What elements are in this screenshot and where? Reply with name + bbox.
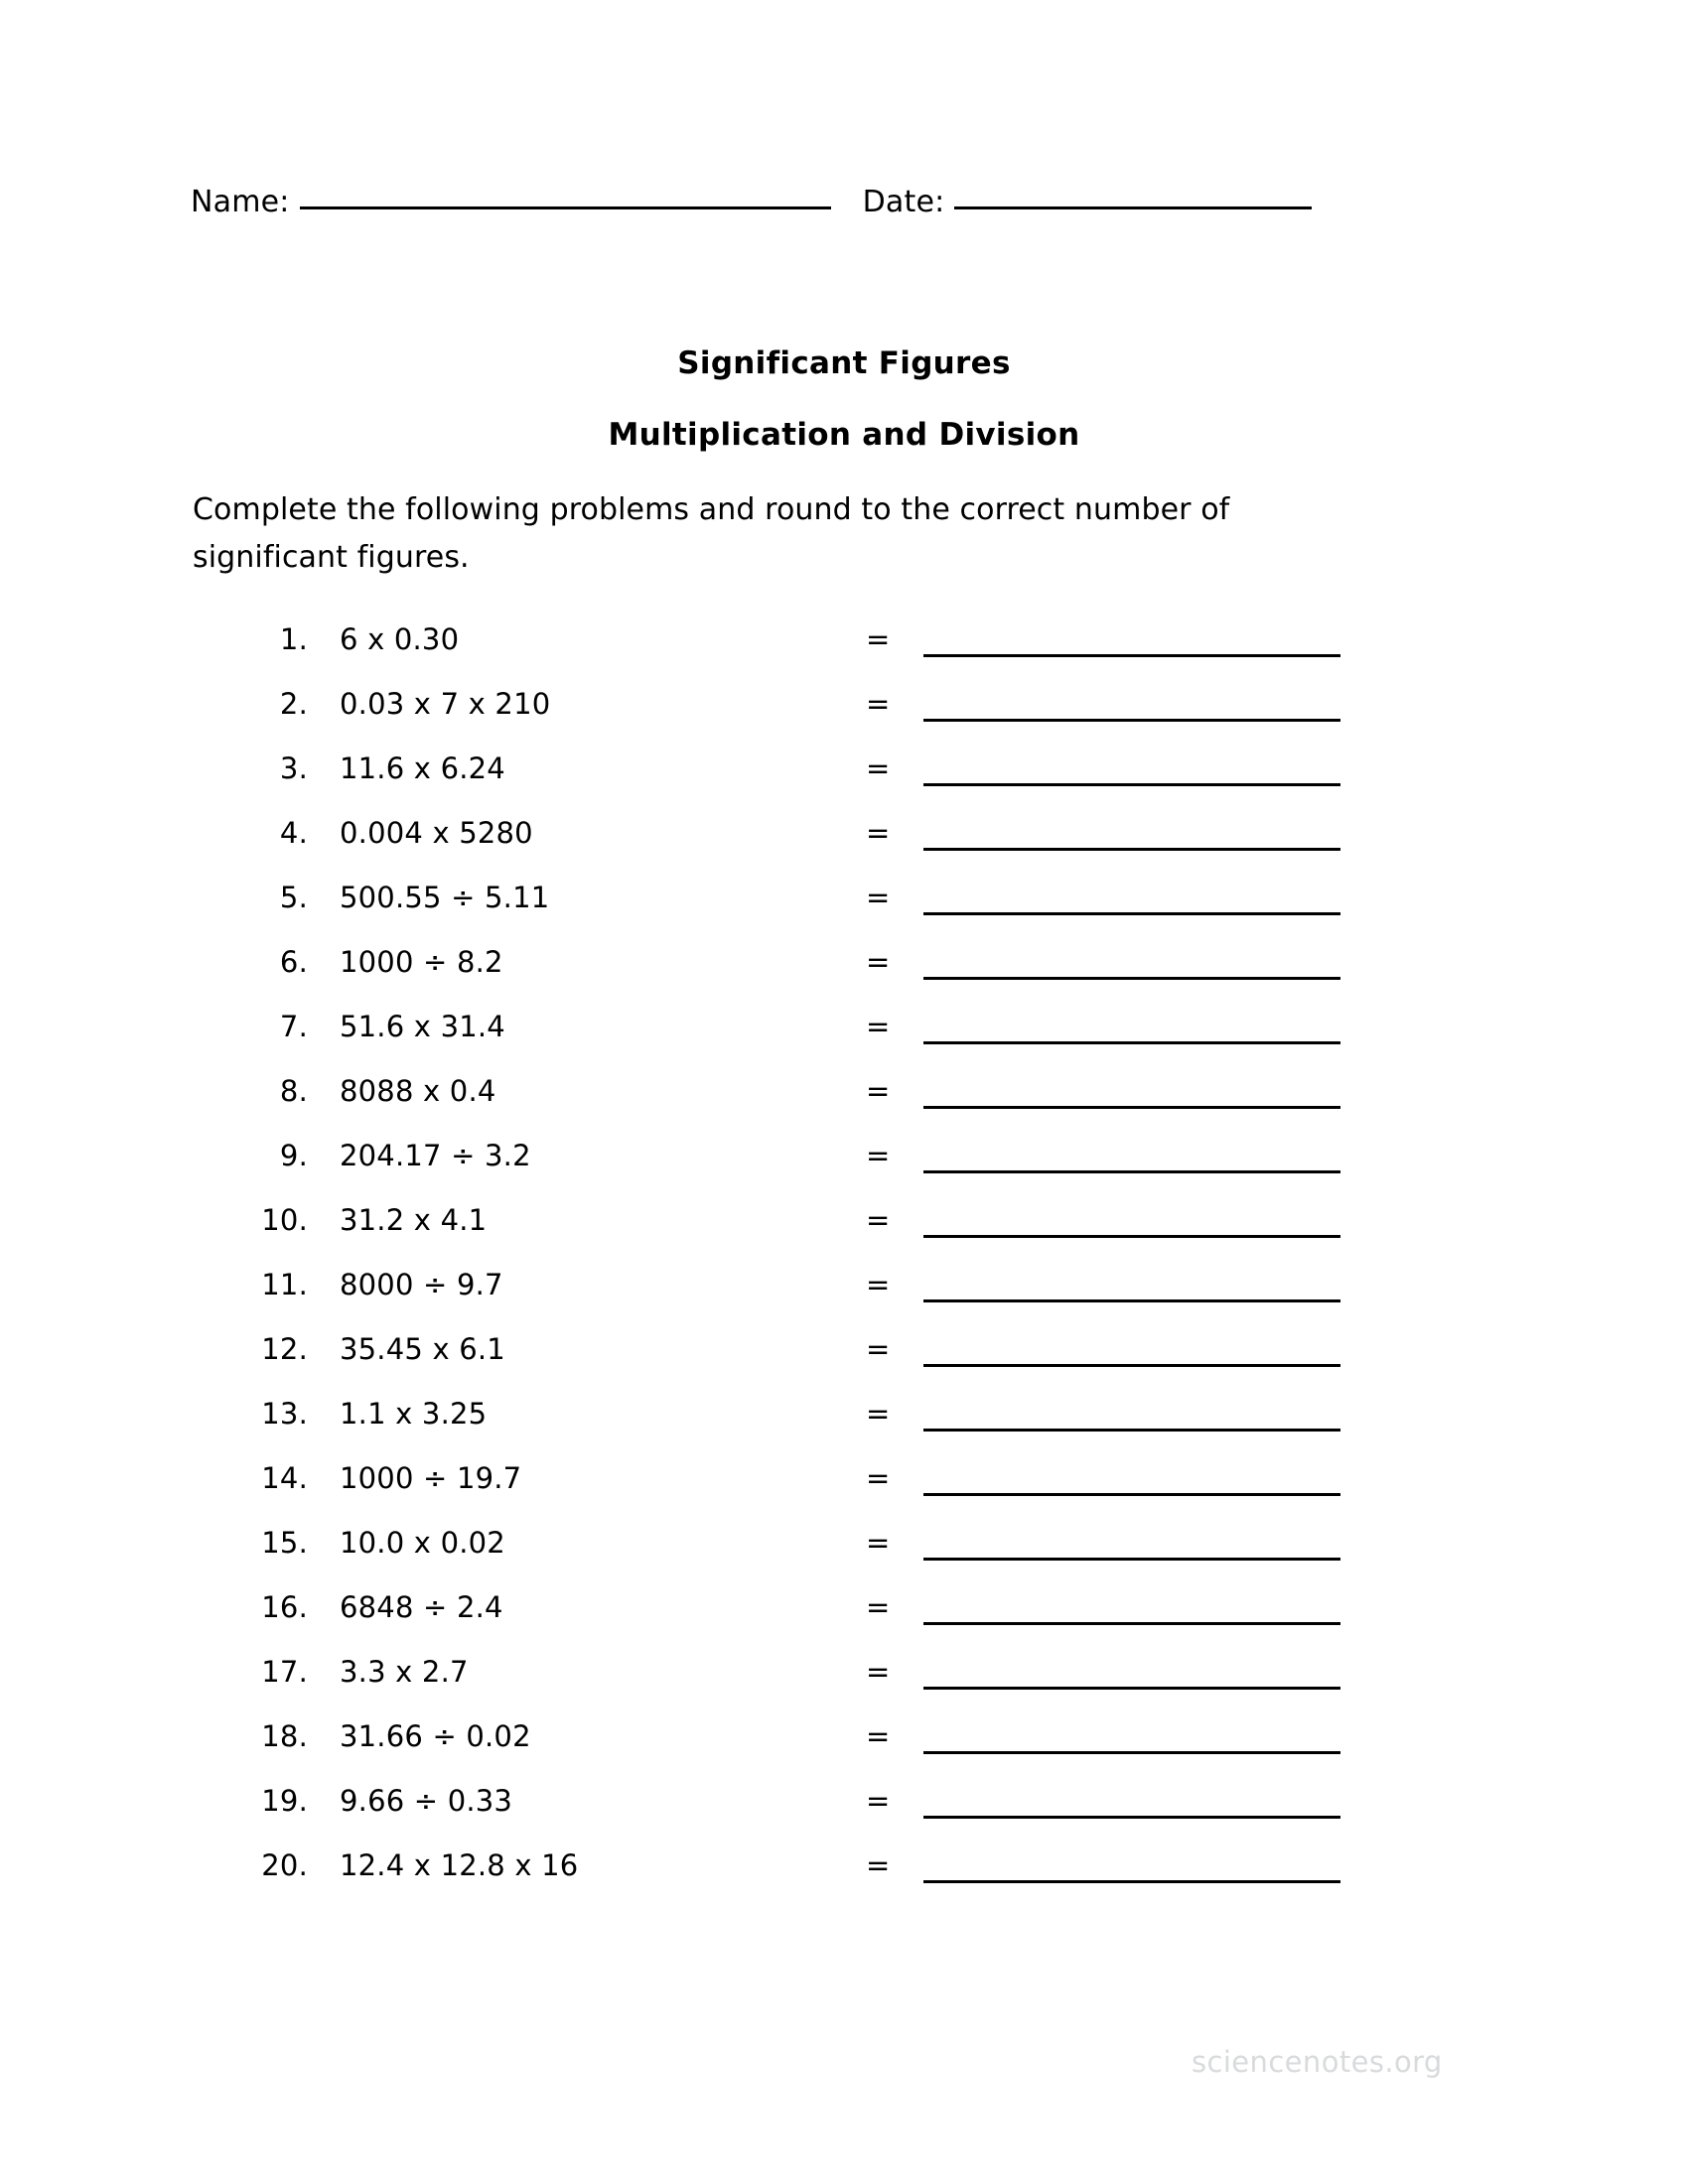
problem-expression: 3.3 x 2.7 — [340, 1655, 469, 1689]
problem-row — [0, 1716, 1688, 1781]
equals-sign: = — [866, 1010, 891, 1043]
problem-number: 9. — [279, 1139, 308, 1172]
problem-expression: 35.45 x 6.1 — [340, 1332, 505, 1366]
problem-expression: 500.55 ÷ 5.11 — [340, 881, 550, 914]
answer-write-in-line[interactable] — [923, 1265, 1340, 1302]
answer-write-in-line[interactable] — [923, 1716, 1340, 1754]
name-write-in-line[interactable] — [300, 206, 831, 209]
answer-write-in-line[interactable] — [923, 1781, 1340, 1819]
name-date-header — [191, 185, 1362, 220]
problem-expression: 9.66 ÷ 0.33 — [340, 1784, 513, 1818]
problem-row — [0, 684, 1688, 749]
problem-number: 19. — [261, 1784, 308, 1818]
answer-write-in-line[interactable] — [923, 1523, 1340, 1561]
answer-write-in-line[interactable] — [923, 1587, 1340, 1625]
problem-expression: 12.4 x 12.8 x 16 — [340, 1848, 579, 1882]
problem-row — [0, 619, 1688, 684]
equals-sign: = — [866, 1268, 891, 1301]
problem-number: 8. — [279, 1074, 308, 1108]
problem-expression: 204.17 ÷ 3.2 — [340, 1139, 531, 1172]
problem-expression: 51.6 x 31.4 — [340, 1010, 505, 1043]
problem-row — [0, 1007, 1688, 1071]
problem-number: 12. — [261, 1332, 308, 1366]
problem-number: 6. — [279, 945, 308, 979]
equals-sign: = — [866, 945, 891, 979]
equals-sign: = — [866, 1590, 891, 1624]
answer-write-in-line[interactable] — [923, 1200, 1340, 1238]
equals-sign: = — [866, 1332, 891, 1366]
equals-sign: = — [866, 751, 891, 785]
problem-row — [0, 749, 1688, 813]
answer-write-in-line[interactable] — [923, 1652, 1340, 1690]
problem-expression: 31.2 x 4.1 — [340, 1203, 488, 1237]
instructions-text: Complete the following problems and round to the correct number of significant figures. — [193, 492, 1230, 575]
equals-sign: = — [866, 1784, 891, 1818]
problem-row — [0, 1781, 1688, 1845]
answer-write-in-line[interactable] — [923, 1845, 1340, 1883]
equals-sign: = — [866, 1848, 891, 1882]
problem-expression: 31.66 ÷ 0.02 — [340, 1719, 531, 1753]
equals-sign: = — [866, 1655, 891, 1689]
answer-write-in-line[interactable] — [923, 1136, 1340, 1173]
problem-row — [0, 1329, 1688, 1394]
problem-number: 1. — [279, 622, 308, 656]
answer-write-in-line[interactable] — [923, 813, 1340, 851]
equals-sign: = — [866, 1397, 891, 1431]
problem-number: 4. — [279, 816, 308, 850]
equals-sign: = — [866, 1074, 891, 1108]
problem-row — [0, 1394, 1688, 1458]
problem-number: 7. — [279, 1010, 308, 1043]
problem-number: 14. — [261, 1461, 308, 1495]
problem-row — [0, 878, 1688, 942]
problem-row — [0, 1652, 1688, 1716]
equals-sign: = — [866, 1139, 891, 1172]
problem-expression: 0.004 x 5280 — [340, 816, 533, 850]
problem-expression: 1000 ÷ 8.2 — [340, 945, 503, 979]
problem-expression: 10.0 x 0.02 — [340, 1526, 505, 1560]
equals-sign: = — [866, 1526, 891, 1560]
problem-number: 10. — [261, 1203, 308, 1237]
problem-row — [0, 1845, 1688, 1910]
problem-row — [0, 1200, 1688, 1265]
equals-sign: = — [866, 1719, 891, 1753]
answer-write-in-line[interactable] — [923, 1394, 1340, 1432]
answer-write-in-line[interactable] — [923, 684, 1340, 722]
problem-number: 5. — [279, 881, 308, 914]
problem-row — [0, 1071, 1688, 1136]
answer-write-in-line[interactable] — [923, 1007, 1340, 1044]
answer-write-in-line[interactable] — [923, 1458, 1340, 1496]
problem-number: 11. — [261, 1268, 308, 1301]
answer-write-in-line[interactable] — [923, 1071, 1340, 1109]
problem-row — [0, 942, 1688, 1007]
answer-write-in-line[interactable] — [923, 878, 1340, 915]
answer-write-in-line[interactable] — [923, 619, 1340, 657]
name-label: Name: — [191, 185, 290, 219]
date-label: Date: — [862, 185, 945, 219]
problem-row — [0, 1458, 1688, 1523]
problem-number: 17. — [261, 1655, 308, 1689]
worksheet-title: Significant Figures — [677, 345, 1011, 381]
problem-expression: 8000 ÷ 9.7 — [340, 1268, 503, 1301]
problem-expression: 1.1 x 3.25 — [340, 1397, 488, 1431]
problem-number: 20. — [261, 1848, 308, 1882]
problem-expression: 11.6 x 6.24 — [340, 751, 505, 785]
problem-number: 13. — [261, 1397, 308, 1431]
problem-row — [0, 1136, 1688, 1200]
equals-sign: = — [866, 816, 891, 850]
equals-sign: = — [866, 1203, 891, 1237]
equals-sign: = — [866, 881, 891, 914]
problem-expression: 6848 ÷ 2.4 — [340, 1590, 503, 1624]
problem-number: 16. — [261, 1590, 308, 1624]
problem-list — [0, 619, 1688, 1910]
date-write-in-line[interactable] — [954, 206, 1312, 209]
problem-row — [0, 1265, 1688, 1329]
equals-sign: = — [866, 1461, 891, 1495]
problem-number: 2. — [279, 687, 308, 721]
problem-row — [0, 1587, 1688, 1652]
problem-row — [0, 813, 1688, 878]
problem-row — [0, 1523, 1688, 1587]
site-watermark: sciencenotes.org — [1192, 2045, 1443, 2079]
problem-expression: 6 x 0.30 — [340, 622, 460, 656]
answer-write-in-line[interactable] — [923, 1329, 1340, 1367]
worksheet-subtitle: Multiplication and Division — [608, 417, 1080, 453]
problem-number: 3. — [279, 751, 308, 785]
equals-sign: = — [866, 687, 891, 721]
equals-sign: = — [866, 622, 891, 656]
answer-write-in-line[interactable] — [923, 749, 1340, 786]
answer-write-in-line[interactable] — [923, 942, 1340, 980]
problem-expression: 8088 x 0.4 — [340, 1074, 496, 1108]
problem-number: 15. — [261, 1526, 308, 1560]
problem-expression: 1000 ÷ 19.7 — [340, 1461, 522, 1495]
problem-expression: 0.03 x 7 x 210 — [340, 687, 551, 721]
problem-number: 18. — [261, 1719, 308, 1753]
